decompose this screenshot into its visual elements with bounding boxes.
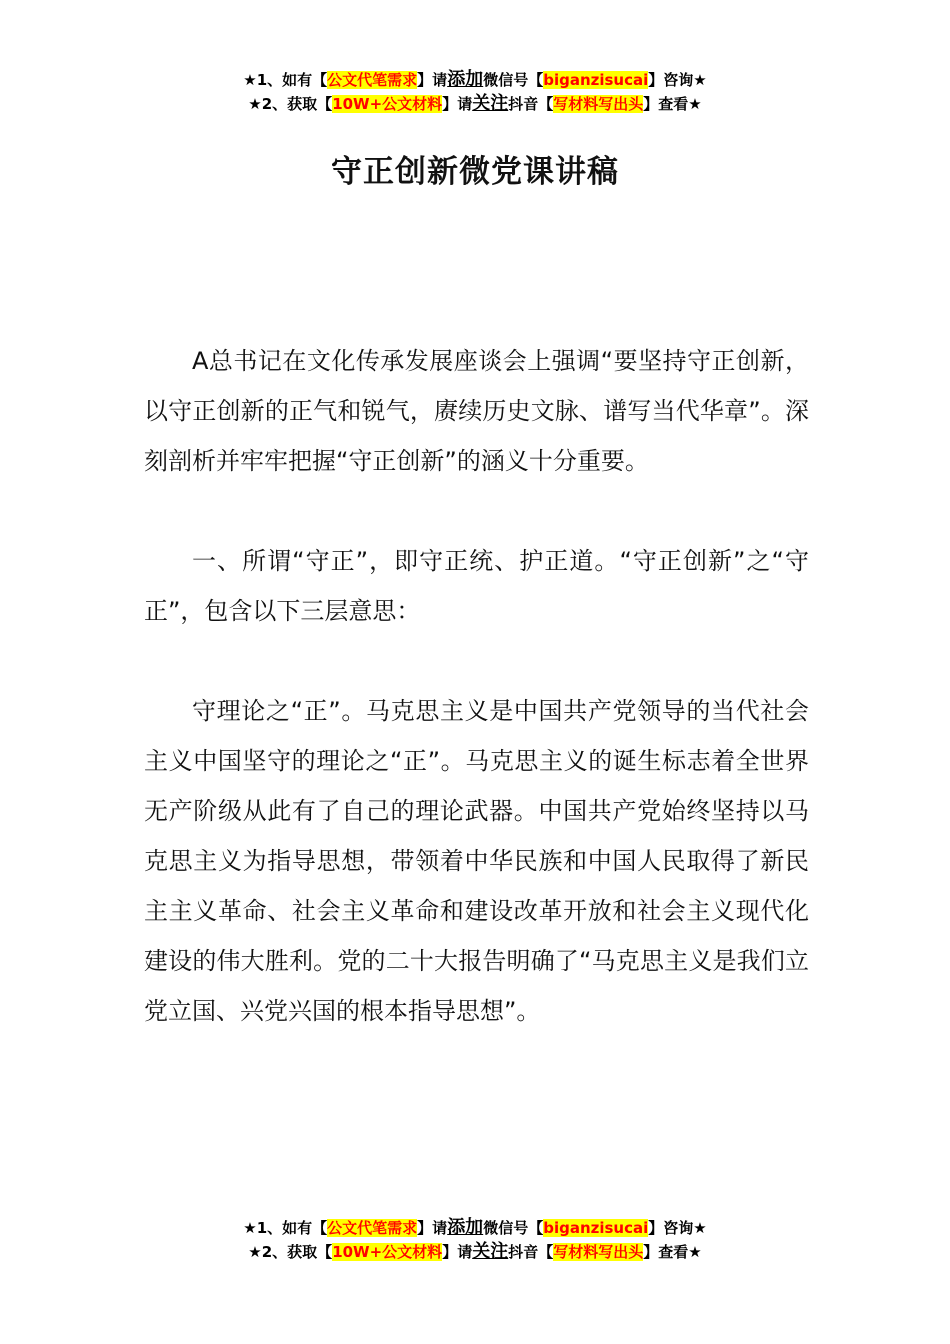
promo-text: ★2、获取【	[248, 95, 333, 113]
promo-line-2	[0, 1240, 950, 1264]
promo-text: 微信号【	[483, 1219, 544, 1237]
promo-text: 】咨询★	[648, 1219, 707, 1237]
promo-highlight: 公文代笔需求	[327, 71, 418, 89]
promo-text: 】查看★	[643, 1243, 702, 1261]
promo-highlight: 10W+公文材料	[332, 1243, 443, 1261]
promo-text: 】请	[442, 1243, 473, 1261]
promo-underline: 添加	[447, 69, 484, 90]
paragraph-intro: A总书记在文化传承发展座谈会上强调“要坚持守正创新，以守正创新的正气和锐气，赓续历史文脉、谱写当代华章”。深刻剖析并牢牢把握“守正创新”的涵义十分重要。	[144, 347, 809, 475]
promo-douyin-id: 写材料写出头	[553, 95, 644, 113]
promo-wechat-id: biganzisucai	[543, 1219, 649, 1237]
promo-text: ★1、如有【	[243, 1219, 328, 1237]
promo-underline: 添加	[447, 1217, 484, 1238]
promo-text: ★1、如有【	[243, 71, 328, 89]
promo-line-1	[0, 1216, 950, 1240]
promo-text: 】咨询★	[648, 71, 707, 89]
promo-douyin-id: 写材料写出头	[553, 1243, 644, 1261]
promo-text: 抖音【	[508, 95, 554, 113]
promo-underline: 关注	[472, 1241, 509, 1262]
paragraph-section-heading: 一、所谓“守正”，即守正统、护正道。“守正创新”之“守正”，包含以下三层意思：	[144, 547, 809, 625]
document-title: 守正创新微党课讲稿	[331, 154, 619, 190]
promo-wechat-id: biganzisucai	[543, 71, 649, 89]
promo-text: 抖音【	[508, 1243, 554, 1261]
promo-line-2	[0, 92, 950, 116]
promo-text: 微信号【	[483, 71, 544, 89]
promo-text: 】请	[417, 71, 448, 89]
promo-underline: 关注	[472, 93, 509, 114]
promo-highlight: 10W+公文材料	[332, 95, 443, 113]
promo-line-1	[0, 68, 950, 92]
paragraph-theory: 守理论之“正”。马克思主义是中国共产党领导的当代社会主义中国坚守的理论之“正”。马克思主义的诞生标志着全世界无产阶级从此有了自己的理论武器。中国共产党始终坚持以马克思主义为指导思想，带领着中华民族和中国人民取得了新民主主义革命、社会主义革命和建设改革开放和社会主义现代化建设的伟大胜利。党的二十大报告明确了“马克思主义是我们立党立国、兴党兴国的根本指导思想”。	[144, 697, 809, 1025]
document-body	[144, 336, 809, 1086]
promo-banner-bottom	[0, 1216, 950, 1264]
promo-text: ★2、获取【	[248, 1243, 333, 1261]
promo-text: 】查看★	[643, 95, 702, 113]
promo-banner-top	[0, 68, 950, 116]
promo-text: 】请	[442, 95, 473, 113]
promo-text: 】请	[417, 1219, 448, 1237]
promo-highlight: 公文代笔需求	[327, 1219, 418, 1237]
